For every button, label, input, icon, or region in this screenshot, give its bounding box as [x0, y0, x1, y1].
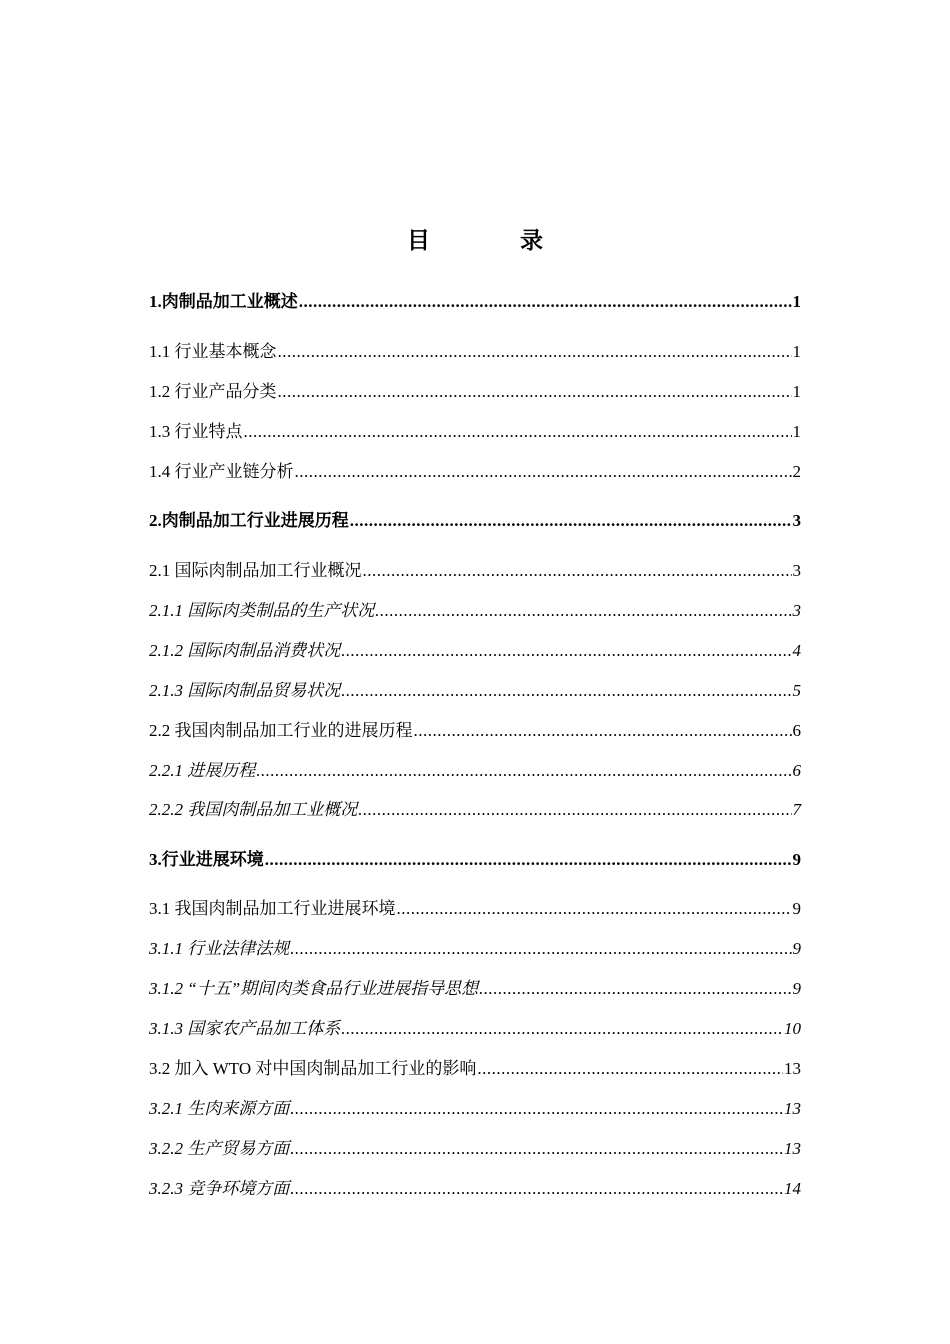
dot-leader: [358, 798, 791, 822]
dot-leader: [290, 1177, 783, 1201]
toc-title-right: 录: [520, 228, 543, 254]
toc-title: [0, 222, 950, 255]
toc-entry-page-number: 9: [792, 979, 801, 998]
toc-entry[interactable]: [149, 977, 801, 1001]
toc-entry-page-number: 1: [792, 292, 801, 311]
toc-entry-page-number: 10: [784, 1019, 801, 1038]
dot-leader: [290, 1137, 783, 1161]
toc-entry-label: 3.1.1 行业法律法规: [149, 939, 290, 958]
toc-entry[interactable]: [149, 679, 801, 703]
toc-entry-page-number: 1: [792, 422, 801, 441]
dot-leader: [341, 1017, 783, 1041]
toc-entry[interactable]: [149, 460, 801, 484]
dot-leader: [350, 509, 792, 533]
toc-title-left: 目: [407, 228, 430, 254]
toc-entry[interactable]: [149, 559, 801, 583]
dot-leader: [290, 937, 791, 961]
dot-leader: [341, 639, 791, 663]
toc-entry-page-number: 3: [792, 601, 801, 620]
toc-entry-label: 2.2 我国肉制品加工行业的进展历程: [149, 721, 413, 740]
dot-leader: [363, 559, 792, 583]
toc-entry-page-number: 3: [792, 511, 801, 530]
toc-entry-page-number: 9: [792, 899, 801, 918]
toc-entry-page-number: 9: [792, 850, 801, 869]
dot-leader: [341, 679, 791, 703]
toc-entry-page-number: 3: [792, 561, 801, 580]
toc-entry-label: 2.2.2 我国肉制品加工业概况: [149, 800, 358, 819]
dot-leader: [479, 977, 791, 1001]
toc-entry-label: 3.1 我国肉制品加工行业进展环境: [149, 899, 396, 918]
toc-entry[interactable]: [149, 1137, 801, 1161]
toc-entry-label: 3.1.3 国家农产品加工体系: [149, 1019, 341, 1038]
toc-entry-page-number: 9: [792, 939, 801, 958]
toc-entry-page-number: 1: [792, 382, 801, 401]
toc-entry-page-number: 6: [792, 761, 801, 780]
toc-entry[interactable]: [149, 798, 801, 822]
toc-entry[interactable]: [149, 509, 801, 533]
toc-entry-label: 3.行业进展环境: [149, 850, 264, 869]
toc-entry[interactable]: [149, 639, 801, 663]
toc-entry-page-number: 2: [792, 462, 801, 481]
toc-entry-label: 2.2.1 进展历程: [149, 761, 256, 780]
toc-entry[interactable]: [149, 1057, 801, 1081]
toc-entry[interactable]: [149, 897, 801, 921]
dot-leader: [290, 1097, 783, 1121]
toc-entry[interactable]: [149, 1177, 801, 1201]
dot-leader: [278, 380, 792, 404]
toc-entry-label: 3.2.3 竞争环境方面: [149, 1179, 290, 1198]
dot-leader: [295, 460, 792, 484]
toc-entry-page-number: 4: [792, 641, 801, 660]
toc-entry[interactable]: [149, 759, 801, 783]
toc-entry[interactable]: [149, 340, 801, 364]
toc-entry-label: 1.2 行业产品分类: [149, 382, 277, 401]
toc-entry-label: 2.1 国际肉制品加工行业概况: [149, 561, 362, 580]
toc-entry-label: 2.1.2 国际肉制品消费状况: [149, 641, 341, 660]
toc-entry-page-number: 6: [792, 721, 801, 740]
dot-leader: [256, 759, 791, 783]
toc-entry-label: 2.1.3 国际肉制品贸易状况: [149, 681, 341, 700]
toc-entry-label: 1.1 行业基本概念: [149, 342, 277, 361]
toc-entry[interactable]: [149, 937, 801, 961]
toc-entry[interactable]: [149, 380, 801, 404]
toc-entry-label: 3.1.2 “十五”期间肉类食品行业进展指导思想: [149, 979, 479, 998]
toc-entry[interactable]: [149, 719, 801, 743]
toc-entry-label: 1.3 行业特点: [149, 422, 243, 441]
toc-entry[interactable]: [149, 848, 801, 872]
toc-entry-page-number: 13: [784, 1099, 801, 1118]
toc-entry[interactable]: [149, 1097, 801, 1121]
toc-entry-page-number: 14: [784, 1179, 801, 1198]
toc-entry-label: 3.2.1 生肉来源方面: [149, 1099, 290, 1118]
dot-leader: [397, 897, 792, 921]
toc-entry-page-number: 5: [792, 681, 801, 700]
toc-entry-page-number: 13: [784, 1059, 801, 1078]
toc-entry-label: 2.肉制品加工行业进展历程: [149, 511, 349, 530]
toc-entry-label: 3.2.2 生产贸易方面: [149, 1139, 290, 1158]
toc-entry[interactable]: [149, 599, 801, 623]
toc-entry-page-number: 7: [792, 800, 801, 819]
toc-entry-label: 1.肉制品加工业概述: [149, 292, 298, 311]
toc-entry-label: 1.4 行业产业链分析: [149, 462, 294, 481]
toc-entry-page-number: 1: [792, 342, 801, 361]
dot-leader: [278, 340, 792, 364]
dot-leader: [244, 420, 792, 444]
dot-leader: [299, 290, 792, 314]
dot-leader: [375, 599, 791, 623]
toc-entry[interactable]: [149, 290, 801, 314]
dot-leader: [414, 719, 792, 743]
toc-entry-label: 2.1.1 国际肉类制品的生产状况: [149, 601, 375, 620]
dot-leader: [265, 848, 792, 872]
toc-entry[interactable]: [149, 420, 801, 444]
toc-entry-page-number: 13: [784, 1139, 801, 1158]
dot-leader: [477, 1057, 783, 1081]
toc-entry[interactable]: [149, 1017, 801, 1041]
toc-entry-label: 3.2 加入 WTO 对中国肉制品加工行业的影响: [149, 1059, 477, 1078]
